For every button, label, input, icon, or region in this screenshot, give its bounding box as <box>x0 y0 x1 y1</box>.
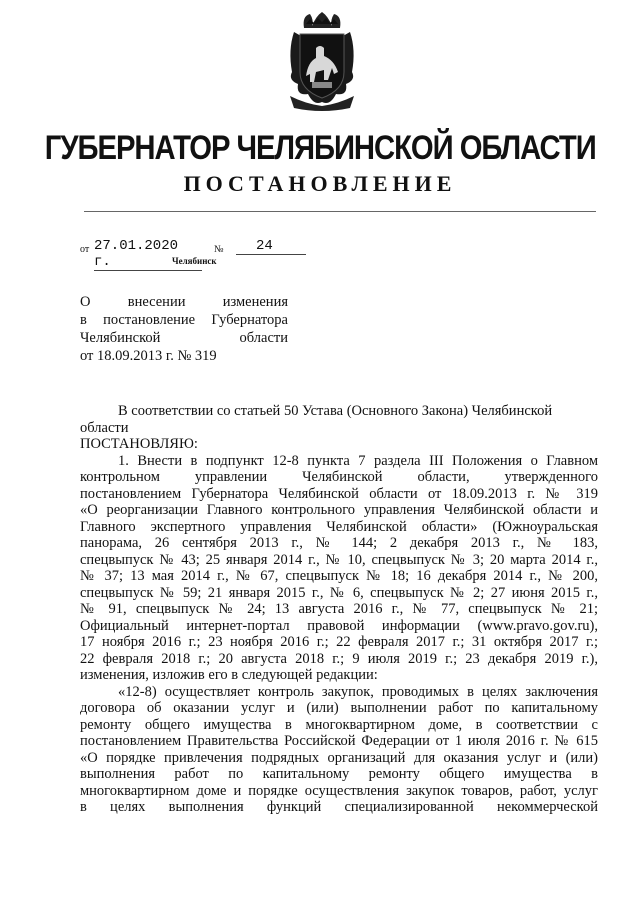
body-line: ремонту общего имущества в многоквартирном доме, в соответствии с <box>80 716 598 733</box>
body-line: спецвыпуск № 59; 21 января 2015 г., № 6, спецвыпуск № 2; 27 июня 2015 г., <box>80 584 598 601</box>
body-line: договора об оказании услуг и (или) выполнении работ по капитальному <box>80 700 598 716</box>
body-line: постановлением Правительства Российской Федерации от 1 июля 2016 г. № 615 <box>80 733 598 749</box>
subject-line: в постановление Губернатора <box>80 312 288 328</box>
body-line: № 91, спецвыпуск № 24; 13 августа 2016 г., № 77, спецвыпуск № 21; <box>80 601 598 617</box>
subject-line: Челябинской области <box>80 330 288 346</box>
issuer-title: ГУБЕРНАТОР ЧЕЛЯБИНСКОЙ ОБЛАСТИ <box>44 129 596 167</box>
body-line: в целях выполнения функций специализированной некоммерческой <box>80 799 598 815</box>
body-line: изменения, изложив его в следующей редакции: <box>80 667 378 683</box>
body-line: 17 ноября 2016 г.; 23 ноября 2016 г.; 22 февраля 2017 г.; 31 октября 2017 г.; <box>80 634 598 650</box>
header-divider <box>84 211 596 212</box>
body-line: «12-8) осуществляет контроль закупок, проводимых в целях заключения <box>118 683 598 700</box>
document-subject <box>80 293 288 365</box>
from-label: от <box>80 244 90 255</box>
body-line: выполнения работ по капитальному ремонту общего имущества в <box>80 766 598 782</box>
body-line: № 37; 13 мая 2014 г., № 67, спецвыпуск № 18; 16 декабря 2014 г., № 200, <box>80 568 598 584</box>
document-date: 27.01.2020 г. <box>94 238 202 271</box>
body-line: области <box>80 419 129 436</box>
body-line: «О реорганизации Главного контрольного управления Челябинской области и <box>80 502 598 518</box>
number-label: № <box>214 244 224 255</box>
body-line: панорама, 26 сентября 2013 г., № 144; 2 декабря 2013 г., № 183, <box>80 535 598 551</box>
document-city: Челябинск <box>172 256 217 266</box>
body-line: Главного экспертного управления Челябинской области» (Южноуральская <box>80 518 598 535</box>
body-line: контрольном управлении Челябинской области, утвержденного <box>80 469 598 485</box>
body-line: 22 февраля 2018 г.; 20 августа 2018 г.; 9 июля 2019 г.; 23 декабря 2019 г.), <box>80 650 598 667</box>
body-line: «О порядке привлечения подрядных организаций для оказания услуг и (или) <box>80 749 598 766</box>
body-line: спецвыпуск № 43; 25 января 2014 г., № 10, спецвыпуск № 3; 20 марта 2014 г., <box>80 551 598 568</box>
coat-of-arms-icon <box>286 10 358 112</box>
document-type: ПОСТАНОВЛЕНИЕ <box>183 171 457 196</box>
subject-line: от 18.09.2013 г. № 319 <box>80 348 217 364</box>
body-line: Официальный интернет-портал правовой информации (www.pravo.gov.ru), <box>80 617 598 634</box>
document-number: 24 <box>236 238 306 255</box>
body-line: многоквартирном доме и порядке осуществления закупок товаров, работ, услуг <box>80 782 598 799</box>
document-meta <box>80 238 340 272</box>
document-body <box>80 403 598 816</box>
body-line: В соответствии со статьей 50 Устава (Основного Закона) Челябинской <box>118 403 553 419</box>
subject-line: О внесении изменения <box>80 294 288 310</box>
body-line: ПОСТАНОВЛЯЮ: <box>80 436 198 452</box>
body-line: 1. Внести в подпункт 12-8 пункта 7 раздела III Положения о Главном <box>118 452 598 469</box>
body-line: постановлением Губернатора Челябинской области от 18.09.2013 г. № 319 <box>80 485 598 502</box>
